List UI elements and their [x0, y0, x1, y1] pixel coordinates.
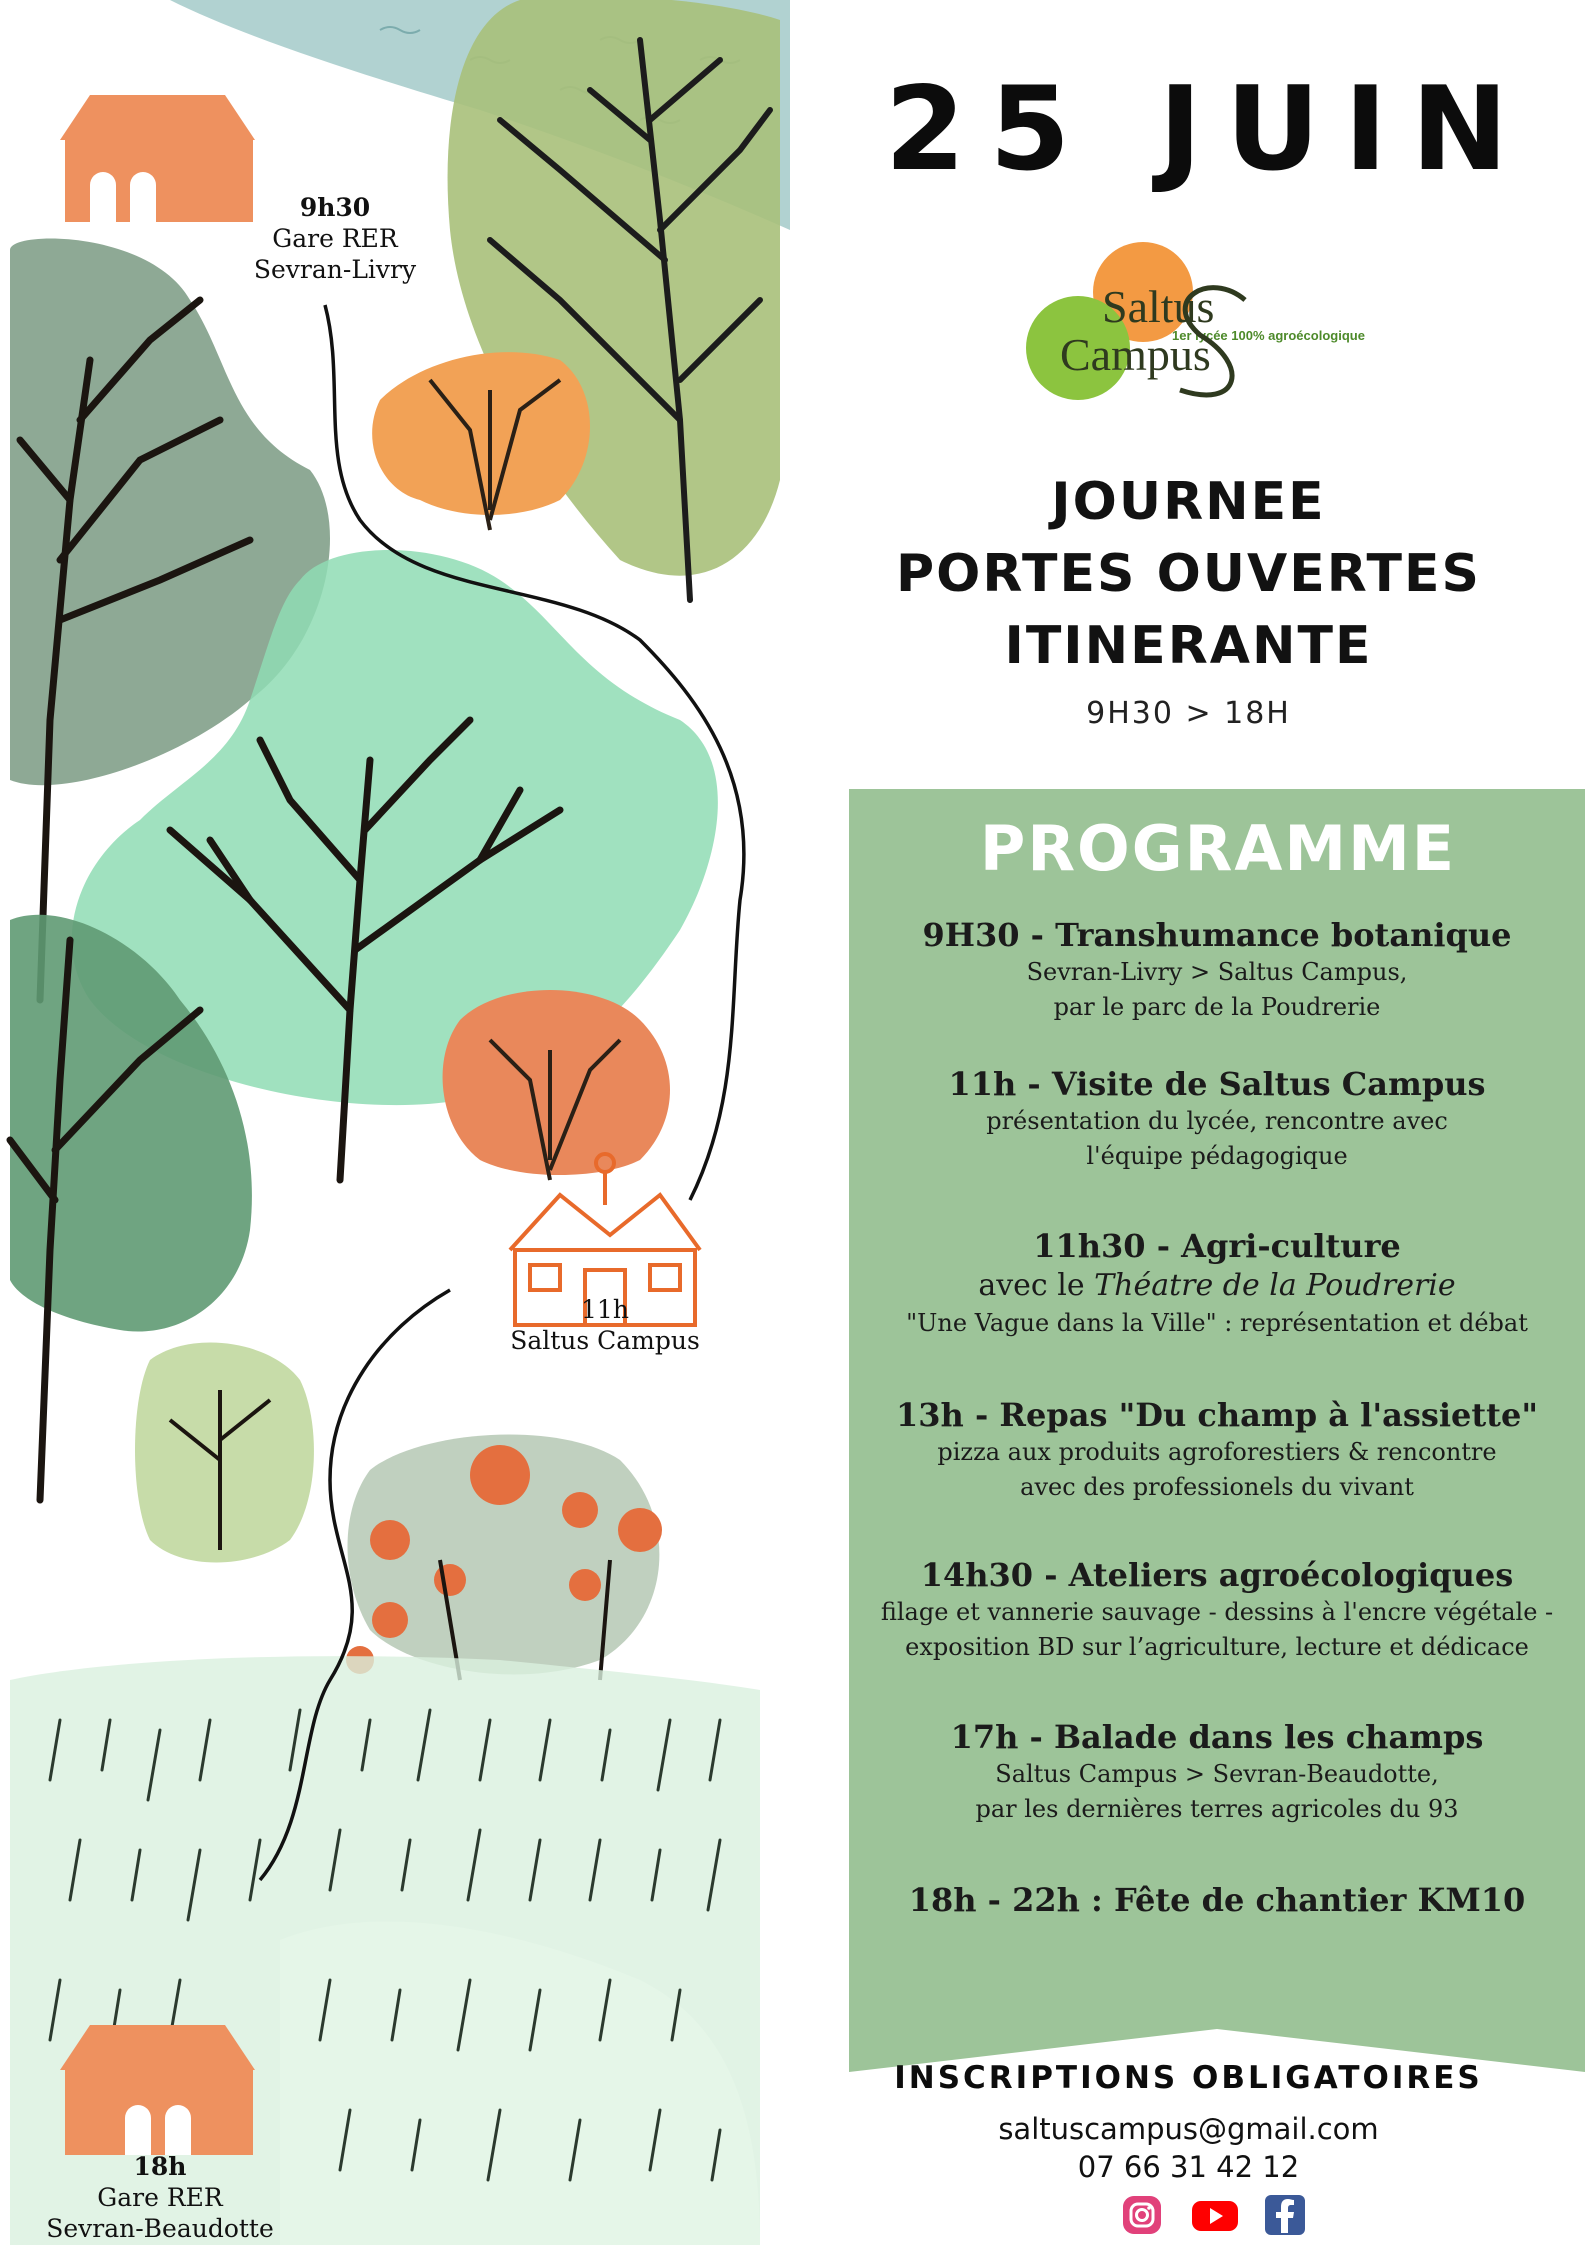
contact-phone[interactable]: 07 66 31 42 12 [1077, 2150, 1300, 2184]
item-detail: par le parc de la Poudrerie [1053, 993, 1381, 1021]
programme-title: PROGRAMME [979, 812, 1457, 885]
item-heading: 18h - 22h : Fête de chantier KM10 [908, 1881, 1526, 1919]
programme-item [849, 1395, 1585, 1505]
stop-sevran-livry [215, 192, 455, 285]
event-date: 25 JUIN [884, 62, 1533, 197]
stop-line: Saltus Campus [510, 1326, 700, 1355]
item-detail: avec des professionels du vivant [1020, 1473, 1414, 1501]
stop-saltus-campus [470, 1294, 740, 1356]
programme-item [849, 1064, 1585, 1174]
facebook-icon[interactable] [1263, 2193, 1307, 2237]
programme-item [849, 915, 1585, 1025]
item-detail: Saltus Campus > Sevran-Beaudotte, [995, 1760, 1439, 1788]
item-detail: "Une Vague dans la Ville" : représentation et débat [906, 1309, 1528, 1337]
item-heading: 9H30 - Transhumance botanique [922, 916, 1512, 954]
item-detail: exposition BD sur l’agriculture, lecture et dédicace [905, 1633, 1529, 1661]
station-icon-bottom [60, 2025, 255, 2155]
stop-time: 9h30 [299, 193, 371, 222]
item-detail: présentation du lycée, rencontre avec [986, 1107, 1448, 1135]
item-detail: filage et vannerie sauvage - dessins à l'encre végétale - [880, 1598, 1554, 1626]
programme-item [849, 1880, 1585, 1920]
stop-line: Gare RER [272, 224, 398, 253]
stop-line: Gare RER [97, 2183, 223, 2212]
programme-item [849, 1226, 1585, 1341]
event-hours: 9H30 > 18H [1086, 696, 1291, 731]
saltus-campus-logo [1010, 240, 1380, 400]
stop-sevran-beaudotte [15, 2151, 305, 2244]
stop-time: 18h [133, 2152, 187, 2181]
item-heading: 11h - Visite de Saltus Campus [948, 1065, 1486, 1103]
title-line-1: JOURNEE [1051, 472, 1326, 532]
logo-line2: Campus [1060, 329, 1211, 380]
sage-tree [135, 1343, 314, 1563]
item-detail: par les dernières terres agricoles du 93 [975, 1795, 1459, 1823]
route-illustration [0, 0, 790, 2245]
title-line-2: PORTES OUVERTES [896, 544, 1481, 604]
item-heading: 13h - Repas "Du champ à l'assiette" [896, 1396, 1538, 1434]
stop-time: 11h [581, 1295, 629, 1324]
item-heading: 11h30 - Agri-culture [1033, 1227, 1401, 1265]
item-heading: 14h30 - Ateliers agroécologiques [920, 1556, 1514, 1594]
item-detail: Sevran-Livry > Saltus Campus, [1026, 958, 1408, 986]
contact-email[interactable]: saltuscampus@gmail.com [998, 2112, 1379, 2146]
programme-item [849, 1555, 1585, 1665]
youtube-icon[interactable] [1190, 2193, 1240, 2237]
inscriptions-notice: INSCRIPTIONS OBLIGATOIRES [894, 2060, 1483, 2096]
logo-tagline: 1er lycée 100% agroécologique [1172, 328, 1365, 343]
item-detail: pizza aux produits agroforestiers & rencontre [937, 1438, 1497, 1466]
title-line-3: ITINERANTE [1004, 616, 1373, 676]
orange-shrub-2 [443, 990, 670, 1175]
stop-line: Sevran-Beaudotte [46, 2214, 274, 2243]
programme-item [849, 1717, 1585, 1827]
info-column [790, 0, 1587, 2245]
logo-line1: Saltus [1102, 281, 1215, 332]
item-subtitle: avec le Théatre de la Poudrerie [978, 1268, 1456, 1303]
item-heading: 17h - Balade dans les champs [950, 1718, 1484, 1756]
item-detail: l'équipe pédagogique [1086, 1142, 1348, 1170]
stop-line: Sevran-Livry [253, 255, 417, 284]
instagram-icon[interactable] [1120, 2193, 1164, 2237]
